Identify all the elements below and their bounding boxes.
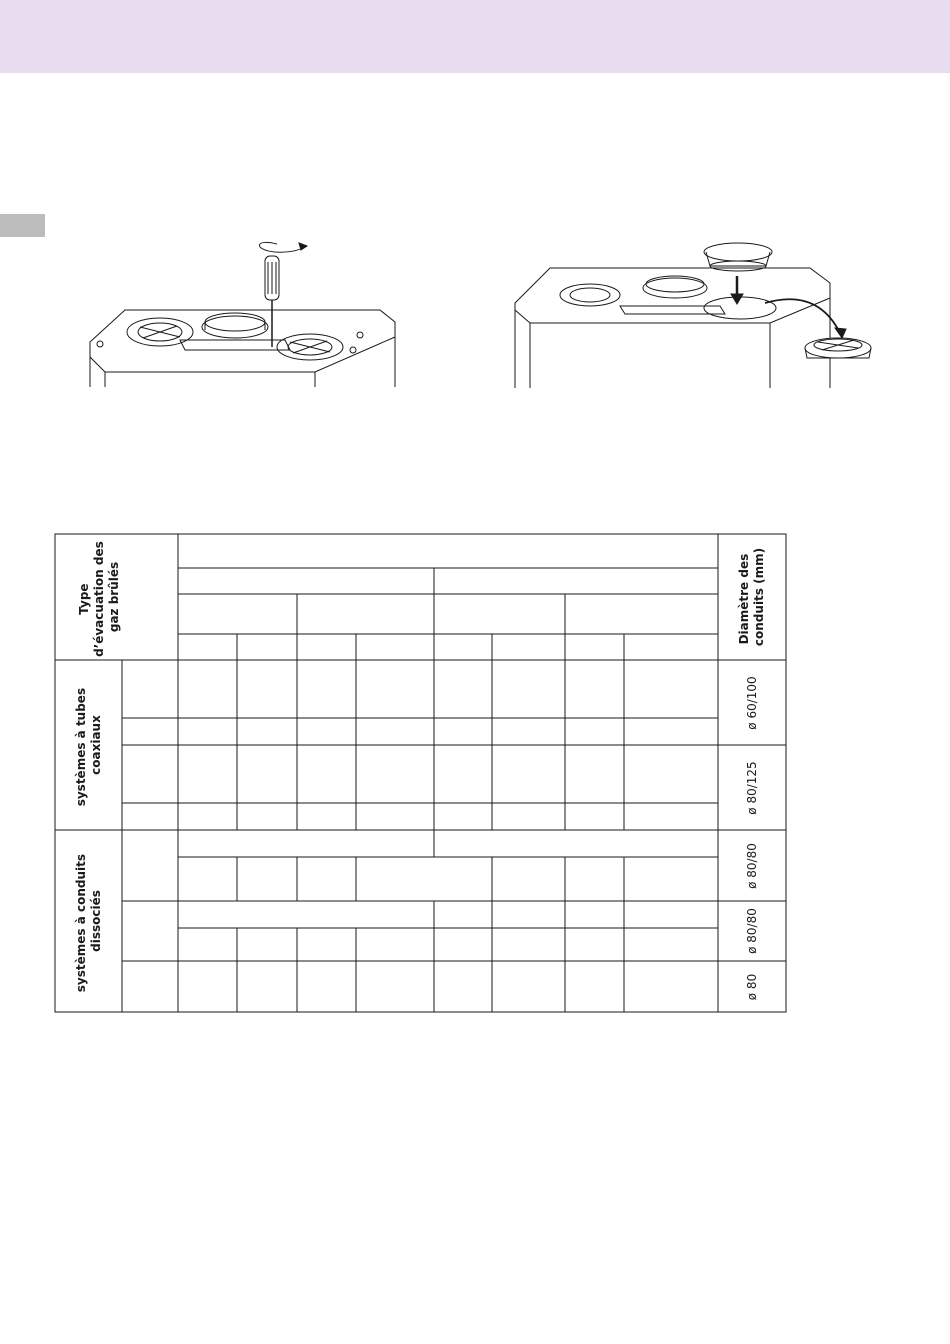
header-type-line-2: d’évacuation des [92, 541, 106, 657]
group-separate-line-1: systèmes à conduits [74, 853, 88, 993]
diameter-80-80-a: ø 80/80 [745, 843, 759, 889]
header-type-label [77, 537, 121, 657]
group-coaxial-line-1: systèmes à tubes [74, 687, 88, 807]
header-type-line-1: Type [77, 583, 91, 615]
diameter-80-125: ø 80/125 [745, 761, 759, 815]
group-separate-line-2: dissociés [89, 890, 103, 952]
header-diameter-line-1: Diamètre des [737, 553, 751, 645]
diameter-80-80-b: ø 80/80 [745, 908, 759, 954]
header-diameter-label [737, 548, 766, 646]
group-coaxial-line-2: coaxiaux [89, 715, 103, 775]
header-diameter-line-2: conduits (mm) [752, 547, 766, 647]
table-border [55, 534, 786, 1012]
group-coaxial-label [74, 684, 103, 807]
group-separate-label [74, 850, 103, 992]
diameter-80: ø 80 [745, 973, 759, 1001]
diameter-60-100: ø 60/100 [745, 676, 759, 730]
header-type-line-3: gaz brûlés [107, 561, 121, 633]
